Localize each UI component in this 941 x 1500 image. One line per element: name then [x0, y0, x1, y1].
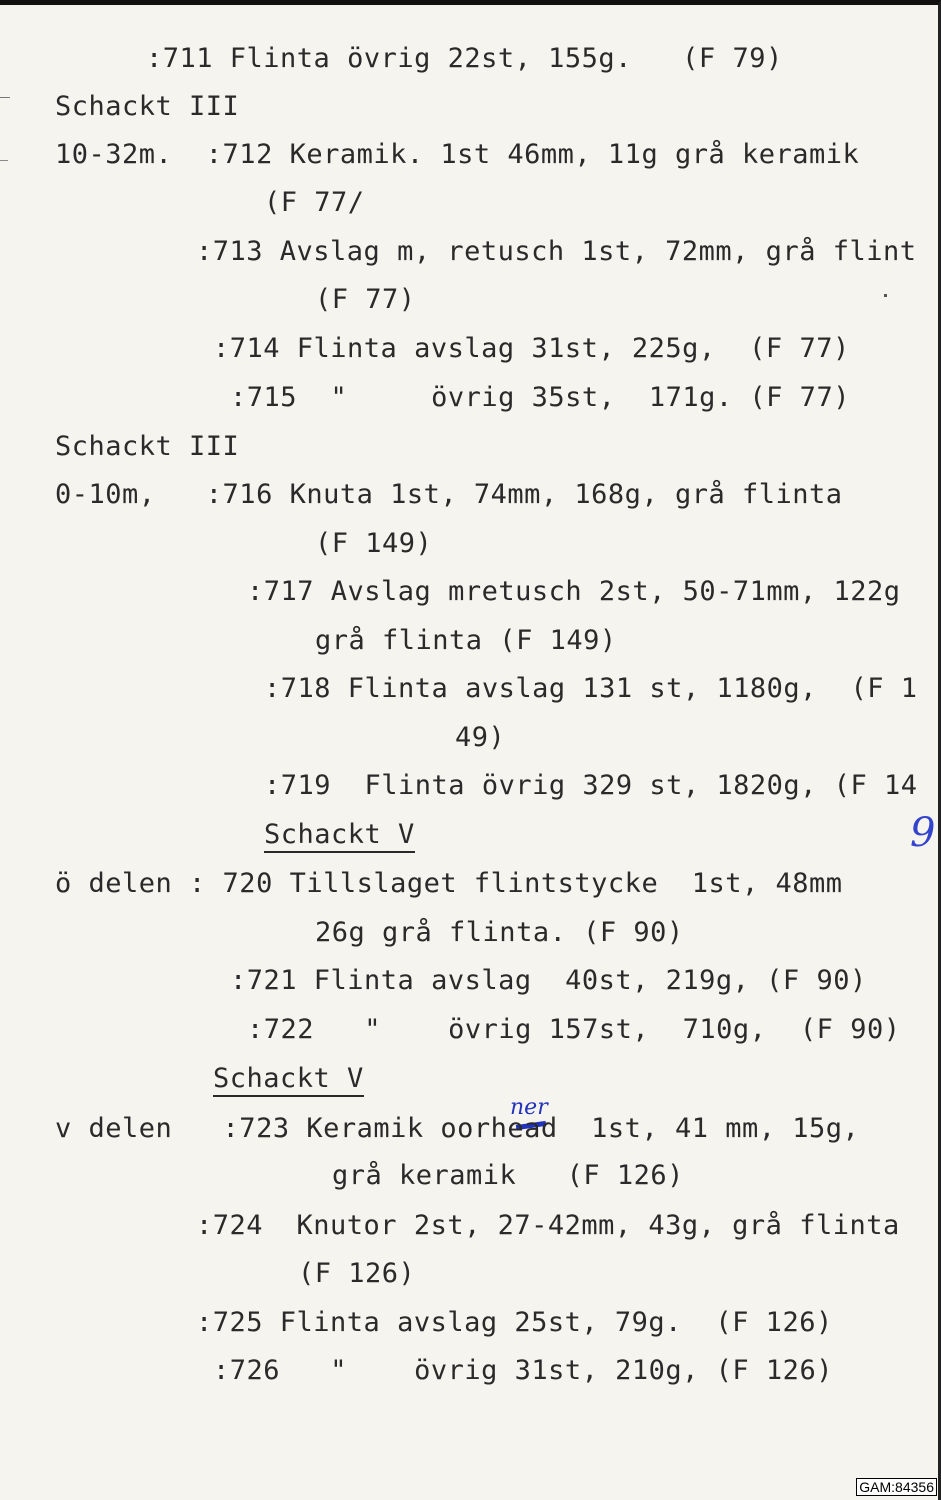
- entry-712-ref: (F 77/: [264, 187, 365, 218]
- entry-713: :713 Avslag m, retusch 1st, 72mm, grå flint: [196, 236, 917, 267]
- handwritten-correction: ner: [510, 1095, 548, 1120]
- entry-717-cont: grå flinta (F 149): [315, 625, 617, 656]
- paper-speck: [884, 294, 887, 297]
- entry-711: :711 Flinta övrig 22st, 155g. (F 79): [146, 43, 783, 74]
- entry-714: :714 Flinta avslag 31st, 225g, (F 77): [213, 333, 850, 364]
- margin-mark: [0, 97, 10, 98]
- margin-handwritten-number: 9: [910, 810, 936, 856]
- entry-716: 0-10m, :716 Knuta 1st, 74mm, 168g, grå flinta: [55, 479, 843, 510]
- entry-717: :717 Avslag mretusch 2st, 50-71mm, 122g: [247, 576, 901, 607]
- section-heading: Schackt III: [55, 91, 240, 122]
- entry-718: :718 Flinta avslag 131 st, 1180g, (F 1: [264, 673, 918, 704]
- entry-720: ö delen : 720 Tillslaget flintstycke 1st, 48mm: [55, 868, 843, 899]
- catalog-number-label: GAM:84356: [856, 1478, 937, 1496]
- entry-726: :726 " övrig 31st, 210g, (F 126): [213, 1355, 833, 1386]
- entry-723: v delen :723 Keramik oorhead 1st, 41 mm, 15g,: [55, 1113, 860, 1144]
- entry-721: :721 Flinta avslag 40st, 219g, (F 90): [230, 965, 867, 996]
- entry-725: :725 Flinta avslag 25st, 79g. (F 126): [196, 1307, 833, 1338]
- entry-712: 10-32m. :712 Keramik. 1st 46mm, 11g grå keramik: [55, 139, 860, 170]
- entry-724-ref: (F 126): [298, 1258, 416, 1289]
- margin-mark: [0, 160, 8, 161]
- entry-722: :722 " övrig 157st, 710g, (F 90): [247, 1014, 901, 1045]
- entry-724: :724 Knutor 2st, 27-42mm, 43g, grå flinta: [196, 1210, 900, 1241]
- entry-720-cont: 26g grå flinta. (F 90): [315, 917, 684, 948]
- entry-715: :715 " övrig 35st, 171g. (F 77): [230, 382, 850, 413]
- entry-716-ref: (F 149): [315, 528, 433, 559]
- entry-718-cont: 49): [455, 722, 506, 753]
- section-heading: Schackt V: [264, 819, 415, 851]
- entry-719: :719 Flinta övrig 329 st, 1820g, (F 14: [264, 770, 918, 801]
- section-heading: Schackt V: [213, 1063, 364, 1095]
- entry-723-cont: grå keramik (F 126): [332, 1160, 684, 1191]
- section-heading: Schackt III: [55, 431, 240, 462]
- entry-713-ref: (F 77): [315, 284, 416, 315]
